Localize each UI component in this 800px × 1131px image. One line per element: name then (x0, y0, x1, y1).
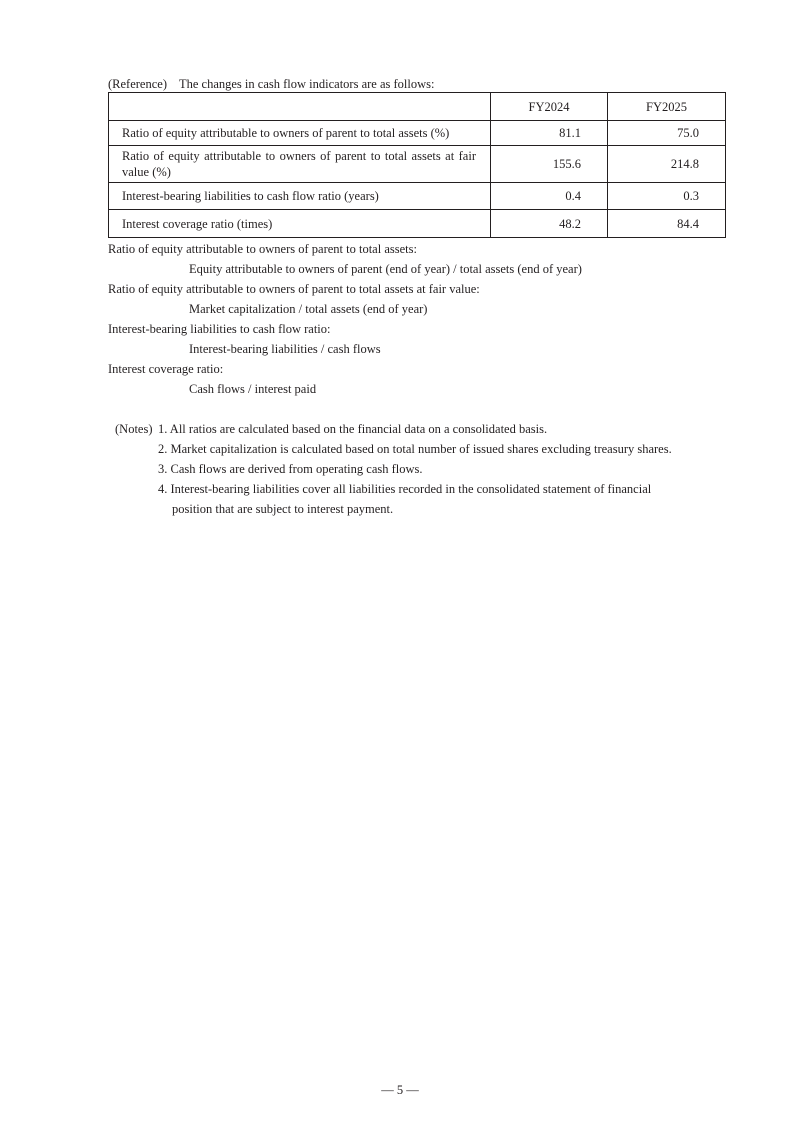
note-item (115, 419, 725, 439)
note-text: 1. All ratios are calculated based on the financial data on a consolidated basis. (158, 422, 548, 436)
row-label: Interest coverage ratio (times) (109, 210, 491, 238)
value-fy2025: 75.0 (608, 121, 726, 146)
note-item (115, 439, 725, 459)
table-row (109, 121, 726, 146)
definition-term: Interest coverage ratio: (108, 362, 224, 376)
note-text: 4. Interest-bearing liabilities cover all liabilities recorded in the consolidated statement of financial (158, 482, 652, 496)
value-fy2024: 0.4 (491, 183, 608, 210)
notes-section (115, 419, 725, 519)
note-item (115, 479, 725, 499)
value-fy2025: 0.3 (608, 183, 726, 210)
table-row (109, 210, 726, 238)
value-fy2024: 48.2 (491, 210, 608, 238)
definition-term: Ratio of equity attributable to owners of parent to total assets: (108, 242, 417, 256)
row-label: Ratio of equity attributable to owners of parent to total assets (%) (109, 121, 491, 146)
definition-term: Interest-bearing liabilities to cash flow ratio: (108, 322, 331, 336)
header-cell-blank (109, 93, 491, 121)
value-fy2025: 214.8 (608, 146, 726, 183)
header-cell-fy2025: FY2025 (608, 93, 726, 121)
reference-prefix: (Reference) (108, 77, 167, 91)
reference-heading (108, 76, 434, 92)
note-item (115, 459, 725, 479)
ratio-definitions (108, 239, 728, 399)
table-row (109, 183, 726, 210)
note-text: 3. Cash flows are derived from operating cash flows. (158, 462, 423, 476)
definition-formula: Cash flows / interest paid (189, 382, 317, 396)
table-header-row (109, 93, 726, 121)
header-cell-fy2024: FY2024 (491, 93, 608, 121)
value-fy2025: 84.4 (608, 210, 726, 238)
page-number: — 5 — (381, 1083, 419, 1097)
definition-term: Ratio of equity attributable to owners of parent to total assets at fair value: (108, 282, 480, 296)
row-label: Interest-bearing liabilities to cash flow ratio (years) (109, 183, 491, 210)
definition-formula: Interest-bearing liabilities / cash flows (189, 342, 381, 356)
table-row (109, 146, 726, 183)
definition-formula: Market capitalization / total assets (end of year) (189, 302, 428, 316)
value-fy2024: 155.6 (491, 146, 608, 183)
cash-flow-indicators-table (108, 92, 726, 238)
note-continuation: position that are subject to interest payment. (172, 502, 394, 516)
definition-formula: Equity attributable to owners of parent (end of year) / total assets (end of year) (189, 262, 582, 276)
row-label: Ratio of equity attributable to owners of parent to total assets at fair value (%) (109, 146, 491, 183)
note-text: 2. Market capitalization is calculated based on total number of issued shares excluding treasury shares. (158, 442, 672, 456)
reference-intro: The changes in cash flow indicators are as follows: (178, 77, 435, 91)
value-fy2024: 81.1 (491, 121, 608, 146)
notes-prefix: (Notes) (115, 422, 153, 436)
